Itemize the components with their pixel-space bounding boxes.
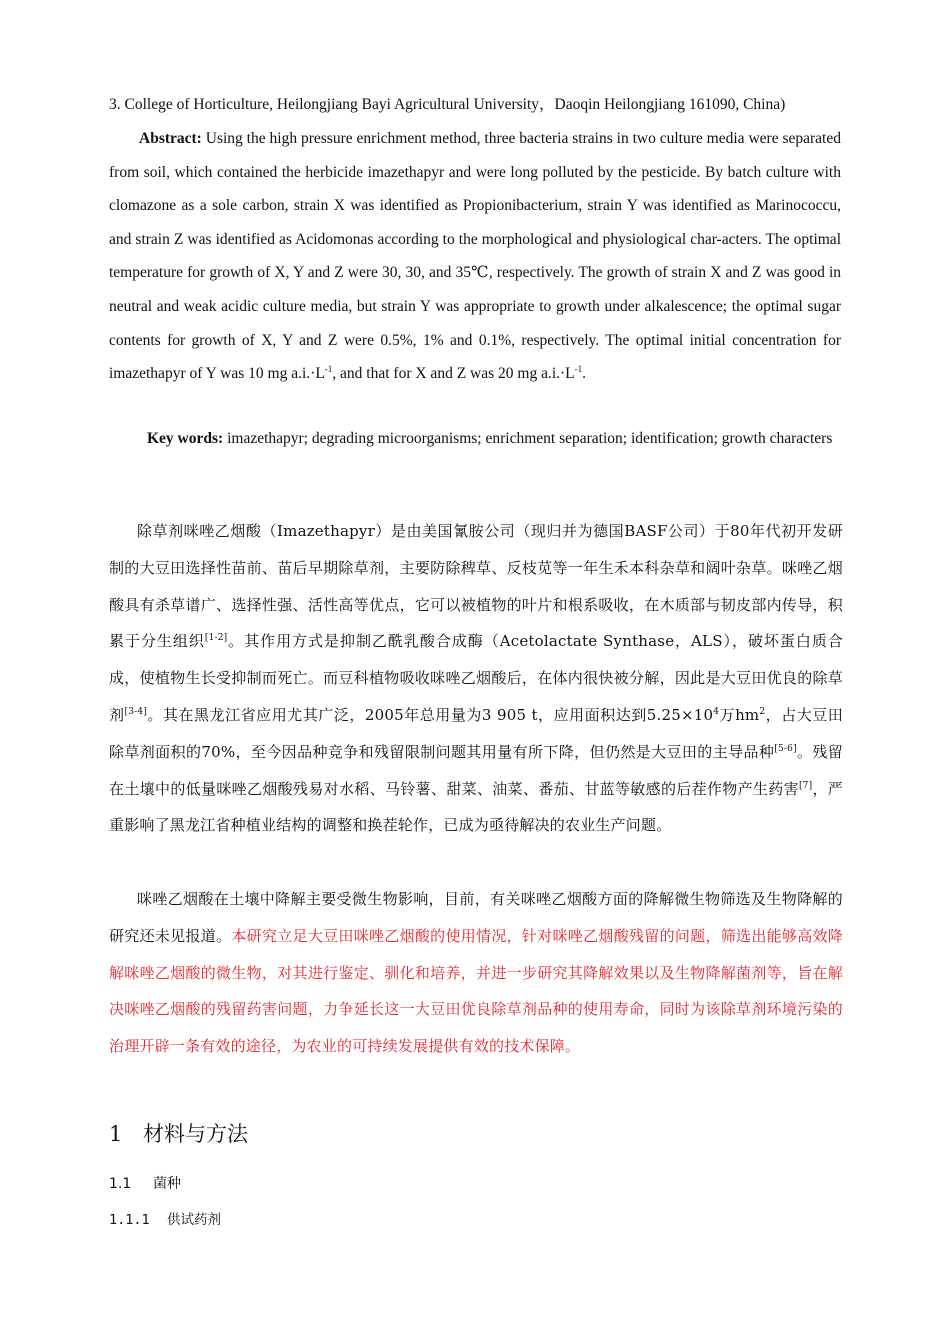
- citation-1-2: [1-2]: [204, 633, 228, 644]
- citation-5-6: [5-6]: [774, 743, 797, 754]
- keywords-label: Key words:: [147, 430, 224, 447]
- abstract-text-b: , and that for X and Z was 20 mg a.i.·L: [332, 365, 575, 383]
- intro-text-5: ，占大豆田除草剂面积的70%，至今因品种竞争和残留限制问题其用量有所下降，但仍然是大豆田的主导品种: [109, 705, 843, 761]
- abstract-paragraph: [109, 122, 841, 391]
- affiliation-line: 3. College of Horticulture, Heilongjiang Bayi Agricultural University，Daoqin Heilongjiang 161090, China): [109, 96, 786, 113]
- abstract-superscript-a: -1: [324, 364, 333, 374]
- area-exponent: 4: [713, 706, 720, 717]
- subsubsection-number-1-1-1: 1.1.1: [109, 1212, 150, 1228]
- citation-7: [7]: [798, 780, 813, 791]
- abstract-text-a: Using the high pressure enrichment method, three bacteria strains in two culture media were separated from soil, which contained the herbicide imazethapyr and were long polluted by the pesticide. By batch culture with clomazone as a sole carbon, strain X was identified as Propionibacterium, strain Y was identified as Marinococcu, and strain Z was identified as Acidomonas according to the morphological and physiological char-acters. The optimal temperature for growth of X, Y and Z were 30, 30, and 35℃, respectively. The growth of strain X and Z was good in neutral and weak acidic culture media, but strain Y was appropriate to growth under alkalescence; the optimal sugar contents for growth of X, Y and Z were 0.5%, 1% and 0.1%, respectively. The optimal initial concentration for imazethapyr of Y was 10 mg a.i.·L: [109, 130, 841, 383]
- citation-3-4: [3-4]: [124, 706, 148, 717]
- intro-text-1: 除草剂咪唑乙烟酸（Imazethapyr）是由美国氰胺公司（现归并为德国BASF公司）于80年代初开发研制的大豆田选择性苗前、苗后早期除草剂，主要防除稗草、反枝苋等一年生禾本科杂草和阔叶杂草。咪唑乙烟酸具有杀草谱广、选择性强、活性高等优点，它可以被植物的叶片和根系吸收，在木质部与韧皮部内传导，积累于分生组织: [109, 522, 843, 651]
- keywords-paragraph: [109, 422, 841, 456]
- section-heading-1: [109, 1118, 248, 1150]
- intro-text-6: 。残留在土壤中的低量咪唑乙烟酸残易对水稻、马铃薯、甜菜、油菜、番茄、甘蓝等敏感的后茬作物产生药害: [109, 742, 843, 798]
- intro-text-4: 万hm: [719, 705, 760, 724]
- abstract-text-c: .: [582, 365, 587, 383]
- section-title-1: 材料与方法: [143, 1122, 248, 1146]
- subsection-heading-1-1: [109, 1172, 181, 1196]
- section-number-1: 1: [109, 1122, 123, 1146]
- intro-paragraph-2: [109, 881, 843, 1065]
- keywords-text: imazethapyr; degrading microorganisms; enrichment separation; identification; growth characters: [223, 430, 833, 447]
- subsubsection-title-1-1-1: 供试药剂: [167, 1212, 221, 1228]
- abstract-label: Abstract:: [139, 130, 202, 147]
- intro-text-7: ，严重影响了黑龙江省种植业结构的调整和换茬轮作，已成为亟待解决的农业生产问题。: [109, 779, 843, 835]
- subsection-number-1-1: 1.1: [109, 1176, 132, 1192]
- abstract-superscript-b: -1: [574, 364, 583, 374]
- intro-2-highlighted-text: 本研究立足大豆田咪唑乙烟酸的使用情况，针对咪唑乙烟酸残留的问题，筛选出能够高效降解咪唑乙烟酸的微生物，对其进行鉴定、驯化和培养，并进一步研究其降解效果以及生物降解菌剂等，旨在解决咪唑乙烟酸的残留药害问题，力争延长这一大豆田优良除草剂品种的使用寿命，同时为该除草剂环境污染的治理开辟一条有效的途径，为农业的可持续发展提供有效的技术保障。: [109, 926, 843, 1056]
- intro-text-3: 。其在黑龙江省应用尤其广泛，2005年总用量为3 905 t，应用面积达到5.25×10: [147, 705, 714, 724]
- hm-exponent: 2: [759, 706, 766, 717]
- intro-2-normal-text: 咪唑乙烟酸在土壤中降解主要受微生物影响，目前，有关咪唑乙烟酸方面的降解微生物筛选及生物降解的研究还未见报道。: [109, 890, 843, 945]
- subsection-title-1-1: 菌种: [153, 1176, 181, 1192]
- intro-text-2: 。其作用方式是抑制乙酰乳酸合成酶（Acetolactate Synthase，ALS），破坏蛋白质合成，使植物生长受抑制而死亡。而豆科植物吸收咪唑乙烟酸后，在体内很快被分解，因此是大豆田优良的除草剂: [109, 632, 843, 724]
- intro-paragraph-1: [109, 513, 843, 844]
- subsubsection-heading-1-1-1: [109, 1208, 221, 1232]
